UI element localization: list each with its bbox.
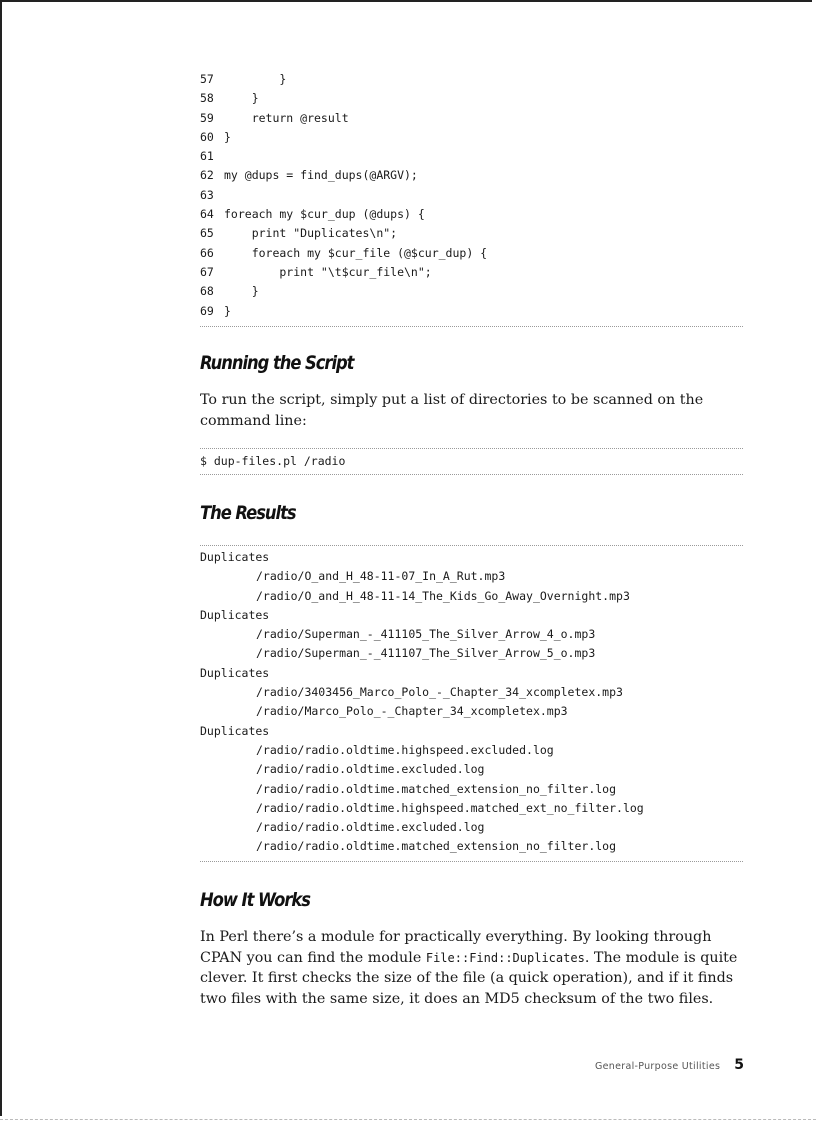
command-top-rule [200,448,743,449]
results-bottom-rule [200,861,743,862]
module-name: File::Find::Duplicates [425,950,585,965]
code-listing-bottom-rule [200,326,743,327]
result-file-path: /radio/O_and_H_48-11-14_The_Kids_Go_Away_Overnight.mp3 [256,588,630,603]
running-paragraph: To run the script, simply put a list of directories to be scanned on the command line: [200,392,704,429]
line-number: 69 [200,303,214,318]
code-line [200,147,743,166]
page-bottom-rule [0,1119,816,1120]
how-paragraph [200,927,745,1009]
result-file-path: /radio/radio.oldtime.excluded.log [256,762,485,777]
code-text: return @result [224,110,349,125]
section-heading-running: Running the Script [200,352,354,374]
command-line: $ dup-files.pl /radio [200,454,346,468]
code-line [200,70,743,89]
page-footer [595,1057,744,1073]
page-left-border [0,0,2,1116]
code-line [200,186,743,205]
code-line [200,109,743,128]
line-number: 62 [200,168,214,183]
line-number: 66 [200,245,214,260]
page-number: 5 [734,1057,744,1073]
code-line [200,166,743,185]
result-file-path: /radio/radio.oldtime.matched_extension_no_filter.log [256,781,617,796]
results-top-rule [200,545,743,546]
code-text: } [224,91,259,106]
result-group-label: Duplicates [200,550,270,564]
line-number: 59 [200,110,214,125]
code-text: print "\t$cur_file\n"; [224,264,432,279]
results-output [200,548,743,857]
line-number: 61 [200,149,214,164]
code-listing [200,70,743,321]
code-line [200,224,743,243]
result-file-path: /radio/radio.oldtime.excluded.log [256,820,485,835]
code-line [200,128,743,147]
how-text-1: In Perl there’s a module for practically everything. By looking through CPAN you can find the module [200,929,712,966]
code-text: } [224,129,231,144]
result-file-path: /radio/Superman_-_411107_The_Silver_Arrow_5_o.mp3 [256,646,596,661]
line-number: 60 [200,129,214,144]
line-number: 57 [200,72,214,86]
code-line [200,282,743,301]
code-text: print "Duplicates\n"; [224,226,398,241]
footer-section-label: General-Purpose Utilities [594,1061,721,1072]
code-text: foreach my $cur_file (@$cur_dup) { [224,245,488,260]
line-number: 58 [200,91,214,106]
line-number: 67 [200,264,214,279]
code-line [200,89,743,108]
result-file-path: /radio/3403456_Marco_Polo_-_Chapter_34_xcompletex.mp3 [256,685,623,700]
result-group-label: Duplicates [200,665,270,680]
result-file-path: /radio/radio.oldtime.highspeed.matched_ext_no_filter.log [256,800,644,815]
code-text: } [224,72,287,86]
result-file-path: /radio/O_and_H_48-11-07_In_A_Rut.mp3 [256,569,506,584]
result-group-label: Duplicates [200,607,270,622]
command-bottom-rule [200,474,743,475]
code-line [200,244,743,263]
code-line [200,205,743,224]
how-text-2: . The module is quite clever. It first checks the size of the file (a quick operation), and if it finds two files with the same size, it does an MD5 checksum of the two files. [200,949,738,1007]
line-number: 68 [200,284,214,299]
code-text: foreach my $cur_dup (@dups) { [224,207,425,222]
code-text: my @dups = find_dups(@ARGV); [224,168,418,183]
line-number: 63 [200,187,214,202]
page-top-border [0,0,812,2]
result-file-path: /radio/radio.oldtime.matched_extension_no_filter.log [256,839,617,854]
result-file-path: /radio/Superman_-_411105_The_Silver_Arrow_4_o.mp3 [256,627,596,642]
line-number: 65 [200,226,214,241]
line-number: 64 [200,207,214,222]
code-text: } [224,303,231,318]
code-line [200,302,743,321]
result-file-path: /radio/Marco_Polo_-_Chapter_34_xcompletex.mp3 [256,704,568,719]
section-heading-results: The Results [200,502,296,524]
section-heading-how: How It Works [200,889,310,911]
code-line [200,263,743,282]
result-file-path: /radio/radio.oldtime.highspeed.excluded.log [256,742,554,757]
result-group-label: Duplicates [200,723,270,738]
code-text: } [224,284,259,299]
